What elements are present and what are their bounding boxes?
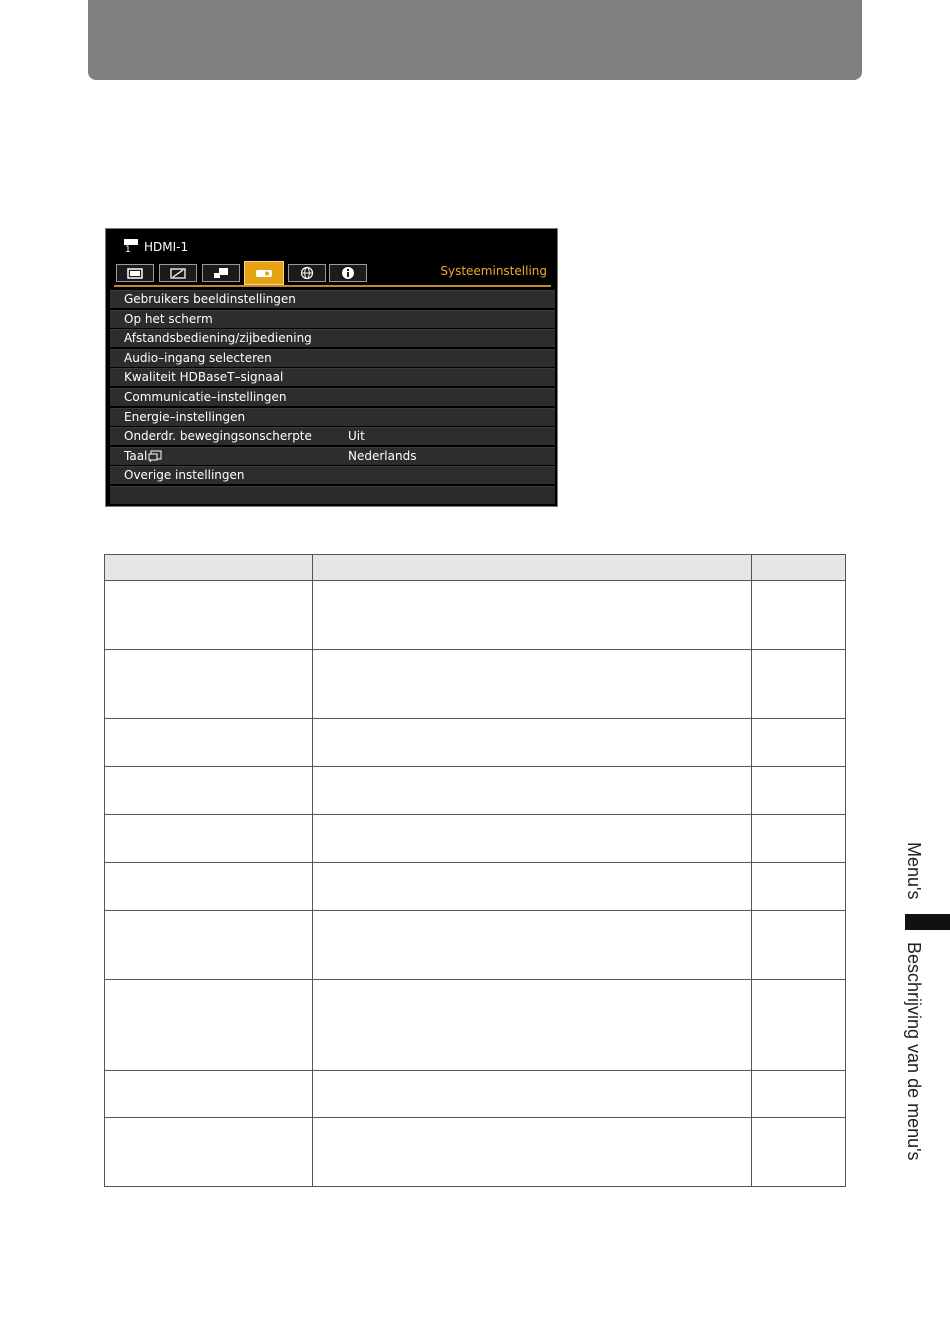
tab-picture[interactable] [116,264,154,282]
menu-item-label: Communicatie–instellingen [124,389,287,404]
side-tab-subsection: Beschrijving van de menu's [904,942,924,1161]
menu-item-label: Onderdr. bewegingsonscherpte [124,429,312,444]
table-row [105,1071,846,1118]
table-row [105,815,846,863]
menu-item-communication[interactable] [110,388,555,406]
menu-item-label: Kwaliteit HDBaseT–signaal [124,370,284,385]
menu-item-hdbaset-quality[interactable] [110,368,555,386]
table-row [105,650,846,719]
language-icon [148,450,162,463]
table-row [105,581,846,650]
hdmi-icon [124,239,140,255]
table-row [105,719,846,767]
osd-source-label: HDMI-1 [144,240,189,254]
side-tab-marker [905,914,950,930]
menu-item-label: Gebruikers beeldinstellingen [124,292,296,306]
side-tab-section: Menu's [904,842,924,900]
network-icon [300,266,314,280]
menu-item-language[interactable] [110,447,555,465]
menu-description-table [104,554,846,1187]
hdmi-number: 1 [125,245,131,255]
tab-image-adjust[interactable] [159,264,197,282]
projector-icon [255,267,273,279]
table-header-row [105,555,846,581]
menu-item-value: Uit [348,429,365,444]
picture-icon [127,268,143,279]
menu-empty-row [110,486,555,504]
menu-item-audio-input[interactable] [110,349,555,367]
menu-item-label: Audio–ingang selecteren [124,350,272,365]
menu-item-user-picture-settings[interactable] [110,290,555,308]
menu-item-remote-side-control[interactable] [110,329,555,347]
menu-item-label: Op het scherm [124,311,213,326]
table-row [105,1118,846,1187]
table-row [105,980,846,1071]
tab-input[interactable] [202,264,240,282]
osd-source-indicator [124,239,188,255]
menu-item-on-screen[interactable] [110,310,555,328]
input-icon [213,267,229,279]
menu-item-energy[interactable] [110,408,555,426]
table-header-cell [313,555,752,581]
table-row [105,767,846,815]
menu-item-label: Afstandsbediening/zijbediening [124,331,312,346]
menu-item-motion-blur[interactable] [110,427,555,445]
table-row [105,911,846,980]
chapter-header-band [88,0,862,80]
osd-menu-list [110,290,555,506]
menu-item-label: Taal [124,448,162,465]
table-header-cell [751,555,845,581]
menu-item-label: Overige instellingen [124,468,245,483]
tab-network[interactable] [288,264,326,282]
osd-menu-screenshot [105,228,558,507]
menu-item-value: Nederlands [348,448,417,463]
image-adjust-icon [170,268,186,279]
menu-item-label: Energie–instellingen [124,409,246,424]
osd-tab-title: Systeeminstelling [440,264,547,278]
table-row [105,863,846,911]
info-icon [341,266,355,280]
table-header-cell [105,555,313,581]
menu-item-other-settings[interactable] [110,466,555,484]
tab-info[interactable] [329,264,367,282]
tab-projector[interactable] [244,261,284,285]
